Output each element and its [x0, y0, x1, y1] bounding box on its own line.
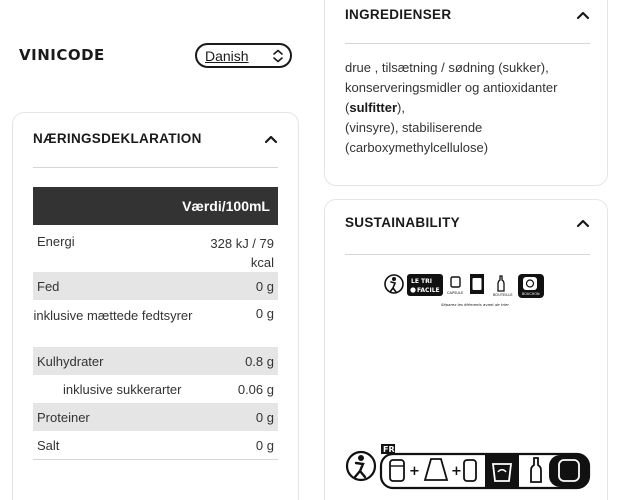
triman-icon [385, 275, 403, 293]
triman-item3: BOUCHON [522, 292, 540, 296]
pouch-icon [425, 459, 447, 480]
ingredients-title: INGREDIENSER [345, 7, 452, 22]
brand-logo: VINICODE [19, 46, 105, 64]
row-value: 0 g [255, 437, 274, 453]
nutrition-title: NÆRINGSDEKLARATION [33, 131, 202, 146]
can-icon [390, 460, 404, 481]
row-label: Fed [37, 278, 60, 294]
ingredients-text [345, 58, 585, 158]
table-row [33, 272, 278, 300]
row-value: 0 g [255, 278, 274, 294]
divider [33, 459, 278, 460]
row-label: inklusive mættede fedtsyrer [33, 308, 193, 323]
ingredients-line: (carboxymethylcellulose) [345, 140, 489, 155]
column-header-value: Værdi/100mL [182, 198, 270, 214]
ingredients-line: (sulfitter), [345, 100, 405, 115]
language-selected-label: Danish [205, 47, 249, 64]
ingredients-line: konserveringsmidler og antioxidanter [345, 80, 558, 95]
row-label: Proteiner [37, 409, 90, 425]
ingredients-line: (vinsyre), stabiliserende [345, 120, 483, 135]
row-label: inklusive sukkerarter [63, 381, 182, 397]
triman-item1: CAPSULE [447, 291, 464, 295]
chevron-up-icon[interactable] [264, 134, 278, 144]
triman-footer: Séparez les éléments avant de trier [441, 302, 509, 307]
allergen-sulfites: sulfitter [349, 100, 398, 115]
bottle-icon [498, 276, 504, 291]
table-row [33, 225, 278, 272]
table-row [33, 403, 278, 431]
triman-line1: LE TRI [411, 278, 432, 285]
table-row [33, 347, 278, 375]
row-label: Kulhydrater [37, 353, 104, 369]
triman-country: FR [383, 445, 395, 454]
chevron-updown-icon [272, 49, 284, 63]
divider [345, 254, 590, 255]
row-label: Salt [37, 437, 60, 453]
sustainability-title: SUSTAINABILITY [345, 215, 460, 230]
table-row [33, 431, 278, 459]
row-value: 0.06 g [237, 381, 274, 397]
nutrition-card-header[interactable] [33, 131, 278, 146]
nutrition-card [12, 112, 299, 500]
row-value: 0 g [255, 306, 274, 321]
table-row [33, 300, 278, 347]
table-header [33, 187, 278, 225]
sustainability-card [324, 199, 608, 500]
ingredients-line: drue , tilsætning / sødning (sukker), [345, 60, 549, 75]
svg-text:+: + [451, 464, 462, 479]
triman-sorting-label-large [343, 442, 591, 490]
nutrition-table [33, 187, 278, 460]
sustainability-card-header[interactable] [345, 215, 590, 230]
ingredients-card-header[interactable] [345, 7, 590, 22]
ingredients-card [324, 0, 608, 186]
triman-line2: FACILE [417, 287, 440, 294]
row-label: Energi [37, 234, 75, 249]
row-value: 0.8 g [245, 353, 274, 369]
capsule-icon [451, 277, 460, 287]
language-select[interactable] [195, 43, 292, 68]
triman-icon [347, 452, 375, 480]
triman-sorting-label [381, 273, 551, 311]
divider [345, 43, 590, 44]
chevron-up-icon[interactable] [576, 10, 590, 20]
triman-item2: BOUTEILLE [493, 293, 513, 297]
row-value: 0 g [255, 409, 274, 425]
bottle-icon [531, 458, 541, 482]
table-row [33, 375, 278, 403]
capsule-icon [464, 460, 476, 481]
row-value: 328 kJ / 79 kcal [210, 236, 274, 270]
svg-text:+: + [409, 464, 420, 479]
chevron-up-icon[interactable] [576, 218, 590, 228]
divider [33, 167, 278, 168]
